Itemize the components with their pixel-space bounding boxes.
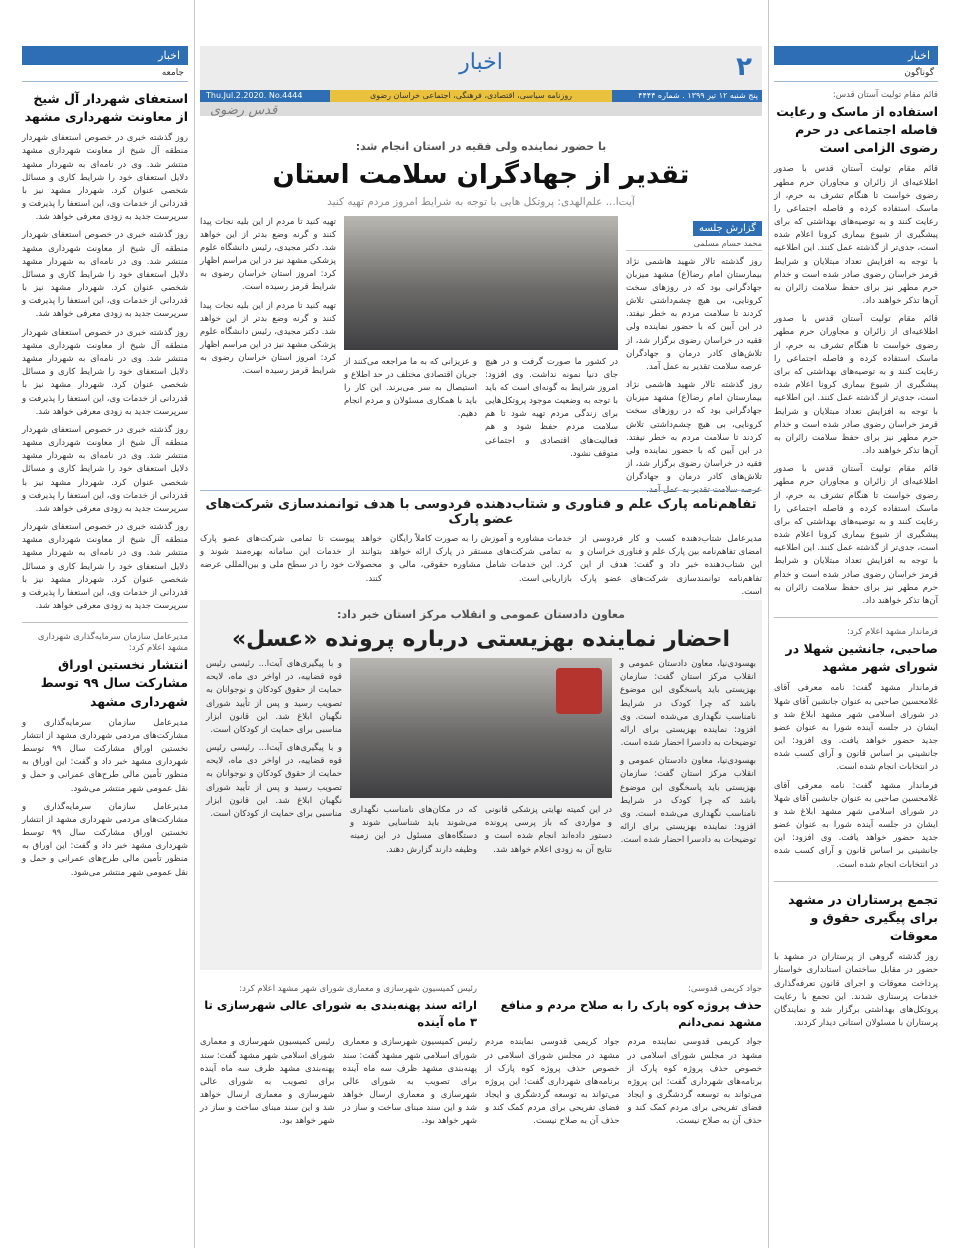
- right-story1-text-cont: قائم مقام تولیت آستان قدس با صدور اطلاعیه‌ای از زائران و مجاوران حرم مطهر رضوی خواست تا هنگام تشرف به حرم، از ماسک استفاده کرده و فاصله اجتماعی را رعایت کنند و به توصیه‌های بهداشتی که برای پیشگیری از شیوع بیماری کرونا اعلام شده است، جدی‌تر از گذشته عمل کنند. این اطلاعیه با توجه به افزایش تعداد مبتلایان و شرایط قرمز خراسان رضوی صادر شده است و خدام حرم مطهر نیز برای حفظ سلامت زائران به آن‌ها تذکر خواهند داد.: [774, 314, 938, 457]
- bottom2-text: رئیس کمیسیون شهرسازی و معماری شورای اسلامی شهر مشهد گفت: سند پهنه‌بندی مشهد ظرف سه ماه آینده برای تصویب به شورای عالی شهرسازی و معماری ارسال خواهد شد و این سند مبنای ساخت و ساز در شهر خواهد بود.: [342, 1037, 477, 1127]
- left-divider: [22, 622, 188, 623]
- story-asal-lower: [350, 804, 612, 862]
- right-story2-kicker: فرماندار مشهد اعلام کرد:: [847, 627, 938, 638]
- left-story2-headline: انتشار نخستین اوراق مشارکت سال ۹۹ توسط شهرداری مشهد: [40, 657, 188, 709]
- bottom1-headline: حذف پروژه کوه پارک را به صلاح مردم و منافع مشهد نمی‌دانم: [500, 998, 762, 1029]
- story-asal-col2-text-cont: و با پیگیری‌های آیت‌ا... رئیسی رئیس قوه قضاییه، در اواخر دی ماه، لایحه حمایت از حقوق کودکان و نوجوانان به تصویب رسید و پس از تأیید شورای نگهبان ابلاغ شد. این قانون ابزار مناسبی برای حمایت از کودکان است.: [206, 743, 342, 819]
- story-park-separator: [200, 490, 762, 491]
- right-divider-2: [774, 881, 938, 882]
- lead-col2-text: در کشور ما صورت گرفت و در هیچ جای دنیا نمونه نداشت. وی افزود: امروز شرایط به گونه‌ای است که باید با توجه به وضعیت موجود پروتکل‌هایی برای زندگی مردم تهیه شود تا هم سلامت مردم حفظ شود و هم فعالیت‌های اقتصادی و اجتماعی متوقف نشود.: [485, 356, 618, 459]
- story-asal-col1-text: بهسودی‌نیا، معاون دادستان عمومی و انقلاب مرکز استان گفت: سازمان بهزیستی باید پاسخگوی این موضوع باشد که چرا کودک در شرایط نامناسب نگهداری می‌شده است. وی افزود: نماینده بهزیستی برای ارائه توضیحات به دادسرا احضار شده است.: [620, 659, 756, 749]
- story-asal-col2: [206, 658, 342, 862]
- bottom2-headline: ارائه سند پهنه‌بندی به شورای عالی شهرسازی تا ۳ ماه آینده: [204, 998, 477, 1029]
- masthead-section-title: اخبار: [459, 50, 503, 75]
- page-number: ۲: [736, 52, 752, 82]
- story-park-body: [200, 533, 762, 604]
- story-park-col3: خواهد پیوست تا تمامی شرکت‌های عضو پارک بتوانند از خدمات این سامانه بهره‌مند شوند و محصولات خود را در سطح ملی و بین‌المللی عرضه کنند.: [200, 534, 382, 584]
- right-section-sub: گوناگون: [774, 65, 938, 82]
- story-asal-col1-text-cont: بهسودی‌نیا، معاون دادستان عمومی و انقلاب مرکز استان گفت: سازمان بهزیستی باید پاسخگوی این موضوع باشد که چرا کودک در شرایط نامناسب نگهداری می‌شده است. وی افزود: نماینده بهزیستی برای ارائه توضیحات به دادسرا احضار شده است.: [620, 756, 756, 846]
- lead-lower-cols: [344, 356, 618, 466]
- story-asal-col2-text: و با پیگیری‌های آیت‌ا... رئیسی رئیس قوه قضاییه، در اواخر دی ماه، لایحه حمایت از حقوق کودکان و نوجوانان به تصویب رسید و پس از تأیید شورای نگهبان ابلاغ شد. این قانون ابزار مناسبی برای حمایت از کودکان است.: [206, 659, 342, 735]
- right-story2-headline: صاحبی، جانشین شهلا در شورای شهر مشهد: [785, 641, 938, 675]
- lead-body: [200, 216, 762, 503]
- lead-photo-area: [344, 216, 618, 503]
- lead-col4-text: تهیه کنید تا مردم از این بلیه نجات پیدا کنند و گرنه وضع بدتر از این خواهد شد. دکتر مجیدی، رئیس دانشگاه علوم پزشکی مشهد نیز در این مراسم اظهار کرد: امروز استان خراسان رضوی به شرایط قرمز رسیده است.: [200, 216, 336, 293]
- issue-date-latin: Thu.Jul.2.2020. No.4444: [200, 90, 330, 102]
- left-story1-headline: استعفای شهردار آل شیخ از معاونت شهرداری مشهد: [24, 91, 188, 125]
- bottom1-kicker: جواد کریمی قدوسی:: [688, 984, 762, 994]
- bottom-story-zoning: [200, 980, 477, 1134]
- right-story2-text: فرماندار مشهد گفت: نامه معرفی آقای غلامحسین صاحبی به عنوان جانشین آقای شهلا در شورای اسلامی شهر مشهد ابلاغ شد و ایشان در جلسه آینده شورا به عنوان عضو جدید حضور خواهد یافت. وی افزود: این جانشینی بر اساس قانون و آرای کسب شده در انتخابات انجام شده است.: [774, 683, 938, 773]
- lead-col-4: [200, 216, 336, 503]
- lead-col1-text-cont: روز گذشته تالار شهید هاشمی نژاد بیمارستان امام رضا(ع) مشهد میزبان جهادگرانی بود که در روزهای سخت کرونایی، بی هیچ چشم‌داشتی تلاش کردند تا سلامت مردم به خطر نیفتد. در این آیین که با حضور نماینده ولی فقیه در خراسان رضوی برگزار شد، از تلاش‌های کادر درمان و جهادگران: [626, 380, 762, 483]
- lead-story: [200, 140, 762, 503]
- left-story1-text-cont: روز گذشته خبری در خصوص استعفای شهردار منطقه آل شیخ از معاونت شهرداری مشهد منتشر شد. وی در نامه‌ای به شهردار مشهد دلایل استعفای خود را شرایط کاری و مسائل شخصی عنوان کرد. شهردار مشهد نیز با قدردانی از خدمات وی، این استعفا را پذیرفت و سرپرست جدید به زودی معرفی خواهد شد.: [22, 230, 188, 320]
- left-story2-text-cont: مدیرعامل سازمان سرمایه‌گذاری و مشارکت‌های مردمی شهرداری مشهد از انتشار نخستین اوراق مشارکت سال ۹۹ توسط شهرداری مشهد خبر داد و گفت: این اوراق به منظور تأمین مالی طرح‌های عمرانی و حمل و نقل عمومی شهر منتشر می‌شود.: [22, 801, 189, 878]
- lead-author: محمد حسام مسلمی: [626, 239, 762, 251]
- right-story3-headline: تجمع پرستاران در مشهد برای پیگیری حقوق و معوقات: [788, 891, 938, 944]
- bottom-cols: [200, 980, 762, 1134]
- story-asal-col3-text: در این کمیته نهایتی پزشکی قانونی و مواردی که باز پرسی پرونده دستور داده‌اند انجام شده است و نتایج آن به زودی اعلام خواهد شد.: [485, 805, 612, 855]
- right-story1-text: قائم مقام تولیت آستان قدس با صدور اطلاعیه‌ای از زائران و مجاوران حرم مطهر رضوی خواست تا هنگام تشرف به حرم، از ماسک استفاده کرده و فاصله اجتماعی را رعایت کنند و به توصیه‌های بهداشتی که برای پیشگیری از شیوع بیماری کرونا اعلام شده است، جدی‌تر از گذشته عمل کنند. این اطلاعیه با توجه به افزایش تعداد مبتلایان و شرایط قرمز خراسان رضوی صادر شده است و خدام حرم مطهر نیز برای حفظ سلامت زائران به آن‌ها تذکر خواهند داد.: [774, 164, 938, 307]
- left-story1-text: روز گذشته خبری در خصوص استعفای شهردار منطقه آل شیخ از معاونت شهرداری مشهد منتشر شد. وی در نامه‌ای به شهردار مشهد دلایل استعفای خود را شرایط کاری و مسائل شخصی عنوان کرد. شهردار مشهد نیز با قدردانی از خدمات وی، این استعفا را پذیرفت و سرپرست جدید به زودی معرفی خواهد شد.: [22, 133, 188, 223]
- bottom-story-koohpark: [485, 980, 762, 1134]
- issue-date: پنج شنبه ۱۲ تیر ۱۳۹۹ . شماره ۴۴۴۴: [612, 90, 762, 102]
- left-story2-text: مدیرعامل سازمان سرمایه‌گذاری و مشارکت‌های مردمی شهرداری مشهد از انتشار نخستین اوراق مشارکت سال ۹۹ توسط شهرداری مشهد خبر داد و گفت: این اوراق به منظور تأمین مالی طرح‌های عمرانی و حمل و نقل عمومی شهر منتشر می‌شود.: [22, 717, 189, 794]
- right-story1-headline: استفاده از ماسک و رعایت فاصله اجتماعی در حرم رضوی الزامی است: [776, 104, 938, 156]
- lead-kicker: با حضور نماینده ولی فقیه در استان انجام شد:: [355, 140, 607, 153]
- lead-col-1: [626, 216, 762, 503]
- right-divider-1: [774, 617, 938, 618]
- left-section-tab: اخبار: [22, 46, 188, 65]
- left-story1-text-cont2: روز گذشته خبری در خصوص استعفای شهردار منطقه آل شیخ از معاونت شهرداری مشهد منتشر شد. وی در نامه‌ای به شهردار مشهد دلایل استعفای خود را شرایط کاری و مسائل شخصی عنوان کرد. شهردار مشهد نیز با قدردانی از خدمات وی، این استعفا را پذیرفت و سرپرست جدید به زودی معرفی خواهد شد.: [22, 327, 188, 417]
- photo-banner-shape: [556, 668, 602, 714]
- lead-col3-text: و عزیزانی که به ما مراجعه می‌کنند از جریان اقتصادی مختلف در حد اطلاع و استیصال به سر می‌برند. این کار را باید با همکاری مسئولان و مردم انجام دهیم.: [344, 356, 477, 420]
- masthead: [200, 46, 762, 116]
- bottom2-text-cont: رئیس کمیسیون شهرسازی و معماری شورای اسلامی شهر مشهد گفت: سند پهنه‌بندی مشهد ظرف سه ماه آینده برای تصویب به شورای عالی شهرسازی و معماری ارسال خواهد شد و این سند مبنای ساخت و ساز در شهر خواهد بود.: [200, 1037, 335, 1127]
- story-asal-kicker: معاون دادستان عمومی و انقلاب مرکز استان خبر داد:: [337, 608, 625, 621]
- right-story2-text-cont: فرماندار مشهد گفت: نامه معرفی آقای غلامحسین صاحبی به عنوان جانشین آقای شهلا در شورای اسلامی شهر مشهد ابلاغ شد و ایشان در جلسه آینده شورا به عنوان عضو جدید حضور خواهد یافت. وی افزود: این جانشینی بر اساس قانون و آرای کسب شده در انتخابات انجام شده است.: [774, 780, 938, 870]
- story-park: [200, 490, 762, 604]
- bottom1-body: [485, 1036, 762, 1133]
- bottom2-body: [200, 1036, 477, 1133]
- story-park-col1: مدیرعامل شتاب‌دهنده کسب و کار فردوسی از امضای تفاهم‌نامه بین پارک علم و فناوری خراسان و این شتاب‌دهنده خبر داد و گفت: هدف از این تفاهم‌نامه توانمندسازی شرکت‌های عضو پارک است.: [580, 534, 762, 597]
- left-story1-text-cont3: روز گذشته خبری در خصوص استعفای شهردار منطقه آل شیخ از معاونت شهرداری مشهد منتشر شد. وی در نامه‌ای به شهردار مشهد دلایل استعفای خود را شرایط کاری و مسائل شخصی عنوان کرد. شهردار مشهد نیز با قدردانی از خدمات وی، این استعفا را پذیرفت و سرپرست جدید به زودی معرفی خواهد شد.: [22, 424, 188, 514]
- lead-col1-text: روز گذشته تالار شهید هاشمی نژاد بیمارستان امام رضا(ع) مشهد میزبان جهادگرانی بود که در روزهای سخت کرونایی، بی هیچ چشم‌داشتی تلاش کردند تا سلامت مردم به خطر نیفتد. در این آیین که با حضور نماینده ولی فقیه در خراسان رضوی برگزار شد، از تلاش‌های کادر درمان و جهادگران عرصه سلامت تقدیر به عمل آمد.: [626, 256, 762, 372]
- left-story2-kicker: مدیرعامل سازمان سرمایه‌گذاری شهرداری مشهد اعلام کرد:: [37, 632, 188, 654]
- bottom1-text: جواد کریمی قدوسی نماینده مردم مشهد در مجلس شورای اسلامی در خصوص حذف پروژه کوه پارک از برنامه‌های شهرداری گفت: این پروژه می‌تواند به توسعه گردشگری و ایجاد فضای تفریحی برای مردم کمک کند و حذف آن به صلاح نیست.: [627, 1037, 762, 1127]
- paper-logo: قدس رضوی: [210, 103, 278, 118]
- bottom2-kicker: رئیس کمیسیون شهرسازی و معماری شورای شهر مشهد اعلام کرد:: [239, 984, 477, 994]
- story-park-headline: تفاهم‌نامه پارک علم و فناوری و شتاب‌دهنده فردوسی با هدف توانمندسازی شرکت‌های عضو پارک: [205, 497, 757, 527]
- story-park-col2: خدمات مشاوره و آموزش را به صورت کاملاً رایگان به تمامی شرکت‌های مستقر در پارک ارائه خواهد کرد. این خدمات شامل مشاوره حقوقی، مالی و بازاریابی است.: [390, 534, 572, 584]
- story-asal-headline: احضار نماینده بهزیستی درباره پرونده «عسل»: [231, 627, 731, 652]
- right-story1-kicker: قائم مقام تولیت آستان قدس:: [832, 90, 938, 100]
- bottom1-text-cont: جواد کریمی قدوسی نماینده مردم مشهد در مجلس شورای اسلامی در خصوص حذف پروژه کوه پارک از برنامه‌های شهرداری گفت: این پروژه می‌تواند به توسعه گردشگری و ایجاد فضای تفریحی برای مردم کمک کند و حذف آن به صلاح نیست.: [485, 1037, 620, 1127]
- right-column: [774, 46, 938, 1035]
- right-story3-text: روز گذشته گروهی از پرستاران در مشهد با حضور در مقابل ساختمان استانداری خواستار پرداخت معوقات و اجرای قانون تعرفه‌گذاری خدمات پرستاری شدند. این تجمع با رعایت پروتکل‌های بهداشتی برگزار شد و نمایندگان پرستاران با مسئولان استانی دیدار کردند.: [774, 952, 938, 1029]
- left-story1-text-cont4: روز گذشته خبری در خصوص استعفای شهردار منطقه آل شیخ از معاونت شهرداری مشهد منتشر شد. وی در نامه‌ای به شهردار مشهد دلایل استعفای خود را شرایط کاری و مسائل شخصی عنوان کرد. شهردار مشهد نیز با قدردانی از خدمات وی، این استعفا را پذیرفت و سرپرست جدید به زودی معرفی خواهد شد.: [22, 522, 188, 612]
- paper-description: روزنامه سیاسی، اقتصادی، فرهنگی، اجتماعی خراسان رضوی: [330, 90, 612, 102]
- story-asal-body: [200, 658, 762, 862]
- lead-subheadline: آیت‌ا... علم‌الهدی: پروتکل هایی با توجه به شرایط امروز مردم تهیه کنید: [327, 195, 635, 208]
- report-box-title: گزارش جلسه: [693, 221, 762, 236]
- lead-col4-text-cont: تهیه کنید تا مردم از این بلیه نجات پیدا کنند و گرنه وضع بدتر از این خواهد شد. دکتر مجیدی، رئیس دانشگاه علوم پزشکی مشهد نیز در این مراسم اظهار کرد: امروز استان خراسان رضوی به شرایط قرمز رسیده است.: [200, 300, 336, 377]
- left-column: [22, 46, 188, 885]
- bottom-stories: [200, 980, 762, 1134]
- left-section-sub: جامعه: [22, 65, 188, 82]
- story-asal-col1: [620, 658, 756, 862]
- lead-headline: تقدیر از جهادگران سلامت استان: [272, 160, 690, 190]
- story-asal-photo-area: [350, 658, 612, 862]
- lead-photo: [344, 216, 618, 350]
- masthead-info-bar: [200, 90, 762, 102]
- story-asal-photo: [350, 658, 612, 798]
- right-section-tab: اخبار: [774, 46, 938, 65]
- story-asal: [200, 600, 762, 970]
- story-asal-col4-text: که در مکان‌های نامناسب نگهداری می‌شوند باید شناسایی شوند و دستگاه‌های مسئول در این زمینه وظیفه دارند گزارش دهند.: [350, 805, 477, 855]
- right-story1-text-cont2: قائم مقام تولیت آستان قدس با صدور اطلاعیه‌ای از زائران و مجاوران حرم مطهر رضوی خواست تا هنگام تشرف به حرم، از ماسک استفاده کرده و فاصله اجتماعی را رعایت کنند و به توصیه‌های بهداشتی که برای پیشگیری از شیوع بیماری کرونا اعلام شده است، جدی‌تر از گذشته عمل کنند. این اطلاعیه با توجه به افزایش تعداد مبتلایان و شرایط قرمز خراسان رضوی صادر شده است و خدام حرم مطهر نیز برای حفظ سلامت زائران به آن‌ها تذکر خواهند داد.: [774, 464, 938, 606]
